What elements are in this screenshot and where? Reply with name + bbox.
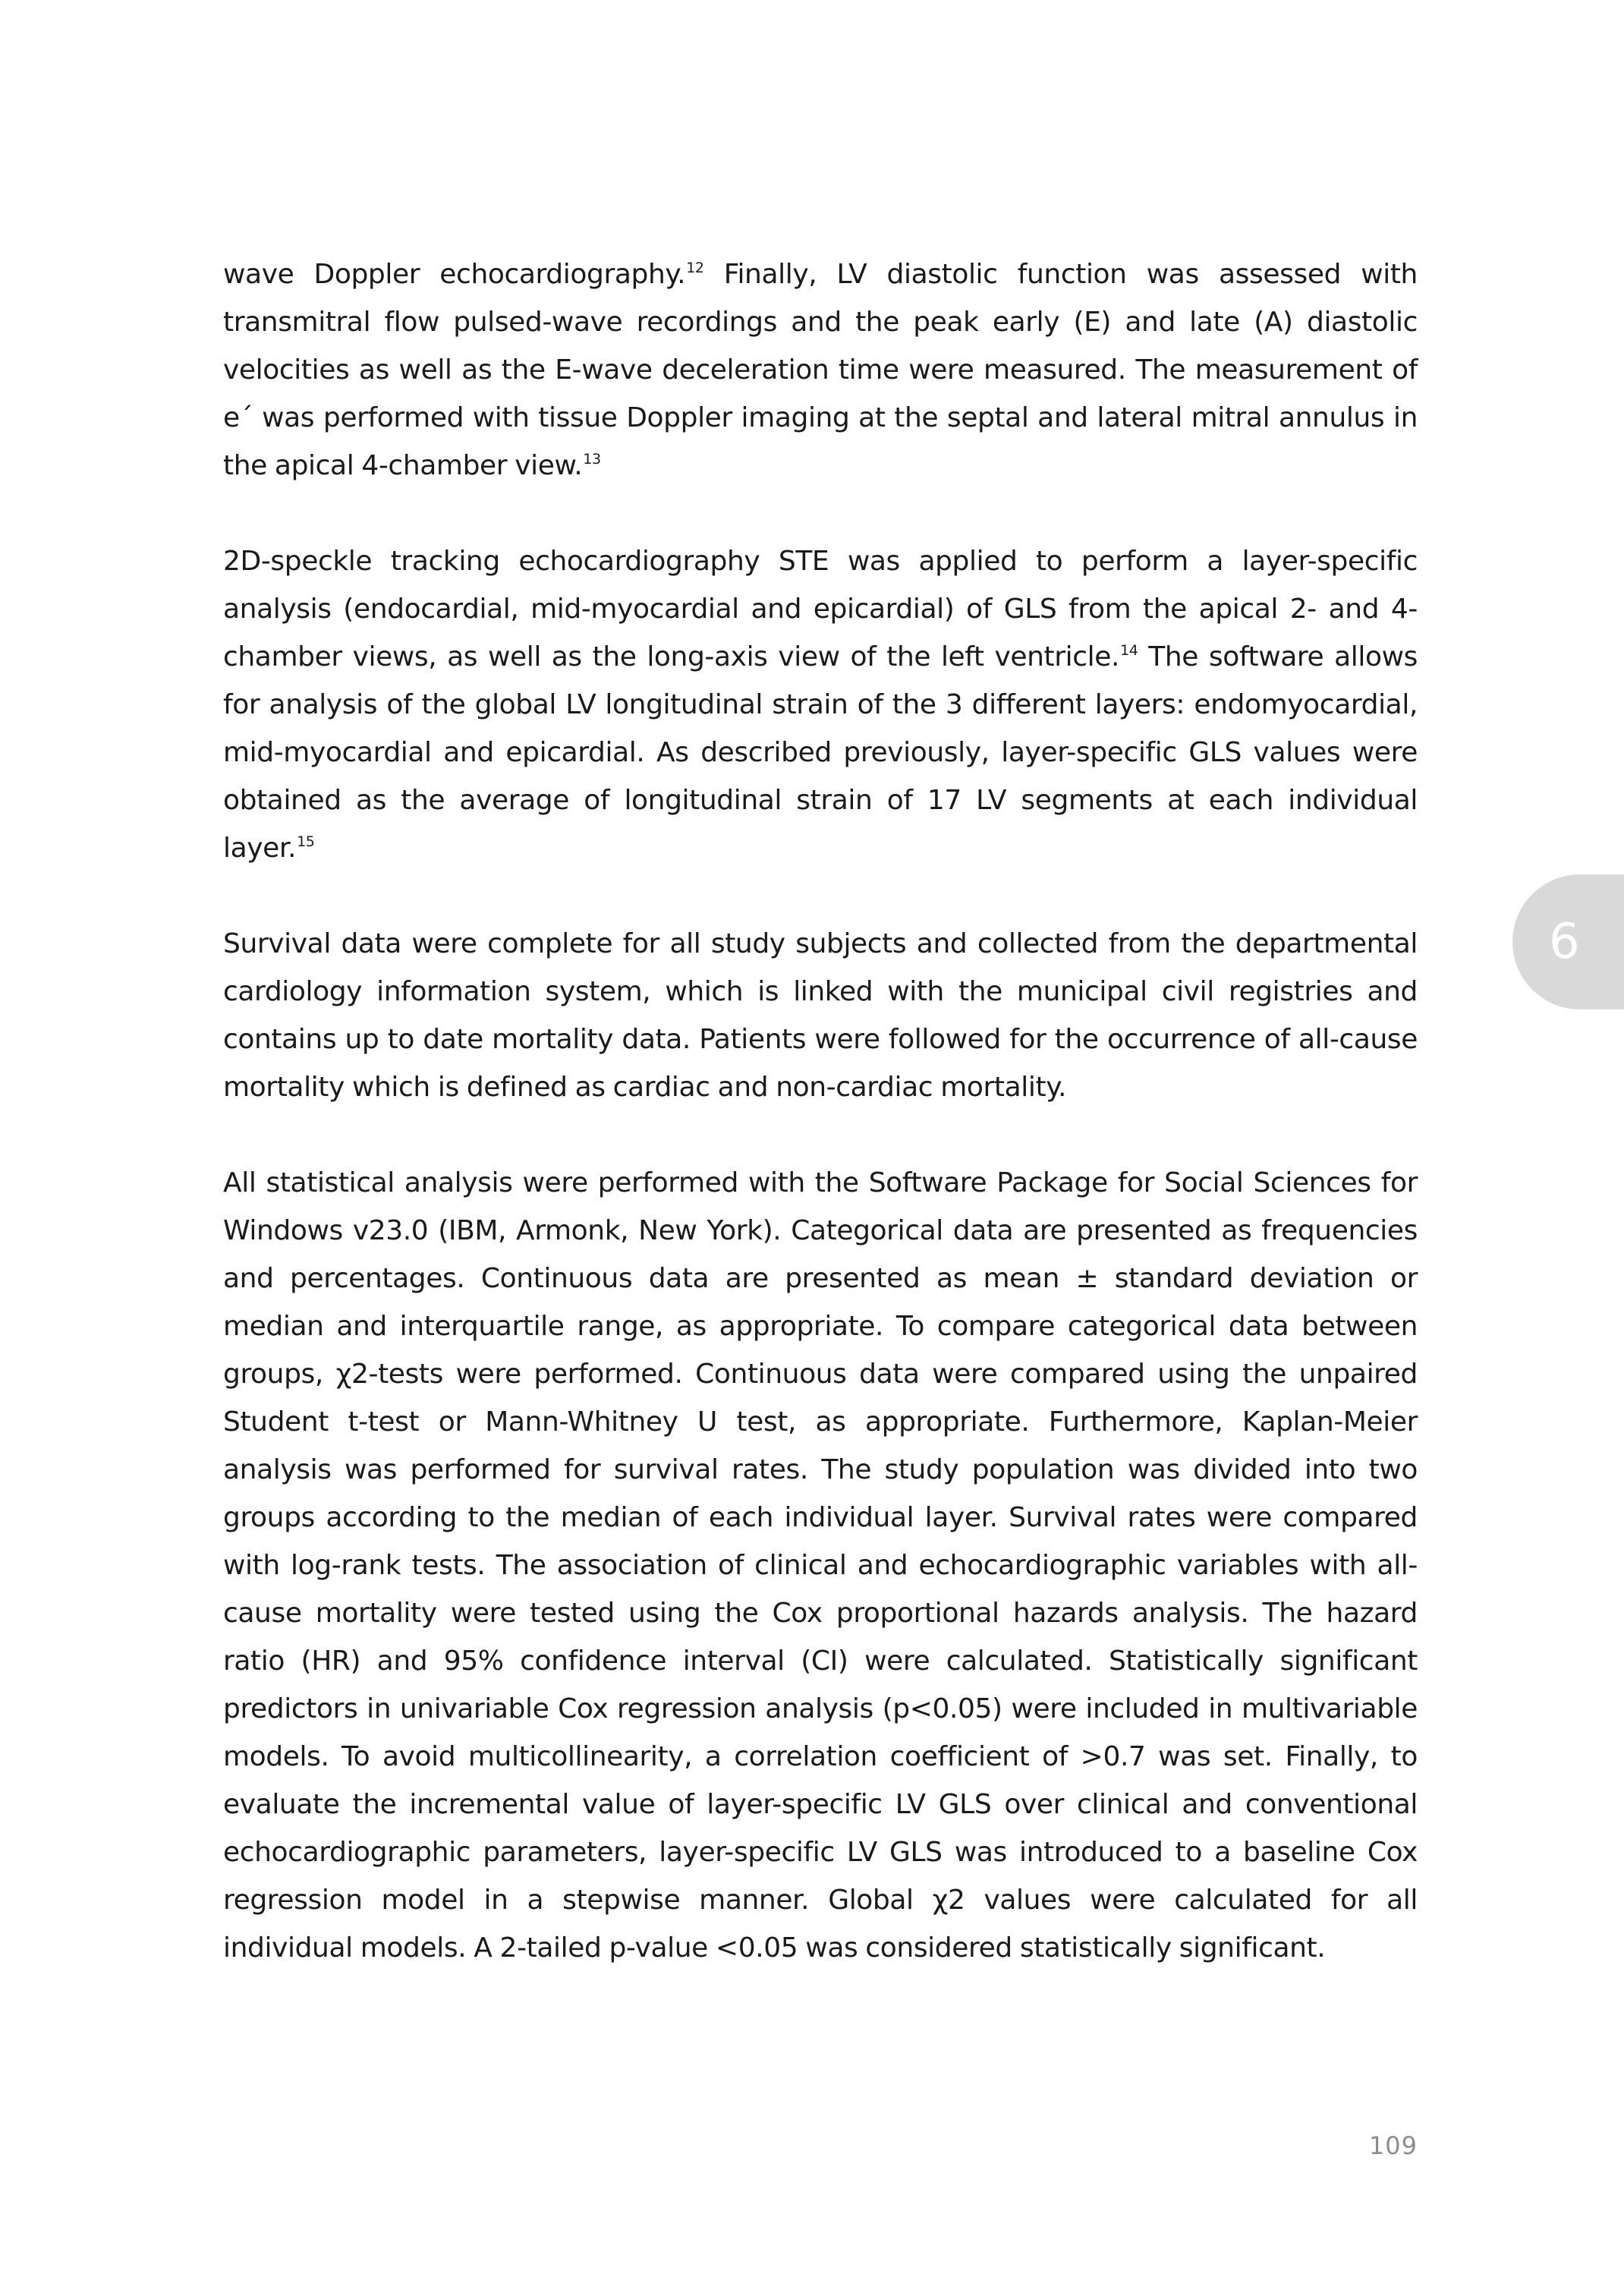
paragraph-speckle-tracking (223, 537, 1418, 872)
text-run: The software allows for analysis of the global LV longitudinal strain of the 3 different layers: endomyocardial, mid-myocardial and epicardial. As described previously, layer-specific GLS values were obtained as the average of longitudinal strain of 17 LV segments at each individual layer. (223, 641, 1418, 864)
paragraph-survival-data (223, 920, 1418, 1111)
page-number: 109 (1368, 2131, 1418, 2160)
chapter-number: 6 (1549, 914, 1580, 970)
body-text (223, 250, 1418, 1972)
text-run: All statistical analysis were performed with the Software Package for Social Sciences for Windows v23.0 (IBM, Armonk, New York). Categorical data are presented as frequencies and percentages. Continuous data are presented as mean ± standard deviation or median and interquartile range, as appropriate. To compare categorical data between groups, χ2-tests were performed. Continuous data were compared using the unpaired Student t-test or Mann-Whitney U test, as appropriate. Furthermore, Kaplan-Meier analysis was performed for survival rates. The study population was divided into two groups according to the median of each individual layer. Survival rates were compared with log-rank tests. The association of clinical and echocardiographic variables with all-cause mortality were tested using the Cox proportional hazards analysis. The hazard ratio (HR) and 95% confidence interval (CI) were calculated. Statistically significant predictors in univariable Cox regression analysis (p<0.05) were included in multivariable models. To avoid multicollinearity, a correlation coefficient of >0.7 was set. Finally, to evaluate the incremental value of layer-specific LV GLS over clinical and conventional echocardiographic parameters, layer-specific LV GLS was introduced to a baseline Cox regression model in a stepwise manner. Global χ2 values were calculated for all individual models. A 2-tailed p-value <0.05 was considered statistically significant. (223, 1167, 1418, 1964)
reference-superscript: 14 (1120, 642, 1138, 659)
text-run: Finally, LV diastolic function was assessed with transmitral flow pulsed-wave recordings and the peak early (E) and late (A) diastolic velocities as well as the E-wave deceleration time were measured. The measurement of e´ was performed with tissue Doppler imaging at the septal and lateral mitral annulus in the apical 4-chamber view. (223, 259, 1418, 481)
paragraph-statistical-analysis (223, 1159, 1418, 1972)
text-run: Survival data were complete for all study subjects and collected from the departmental cardiology information system, which is linked with the municipal civil registries and contains up to date mortality data. Patients were followed for the occurrence of all-cause mortality which is defined as cardiac and non-cardiac mortality. (223, 928, 1418, 1103)
paragraph-echo-diastolic (223, 250, 1418, 490)
reference-superscript: 13 (583, 451, 601, 468)
reference-superscript: 15 (297, 833, 315, 850)
chapter-tab (1512, 874, 1624, 1009)
text-run: wave Doppler echocardiography. (223, 259, 686, 290)
text-run: 2D-speckle tracking echocardiography STE was applied to perform a layer-specific analysis (endocardial, mid-myocardial and epicardial) of GLS from the apical 2- and 4-chamber views, as well as the long-axis view of the left ventricle. (223, 546, 1418, 672)
reference-superscript: 12 (686, 260, 704, 276)
